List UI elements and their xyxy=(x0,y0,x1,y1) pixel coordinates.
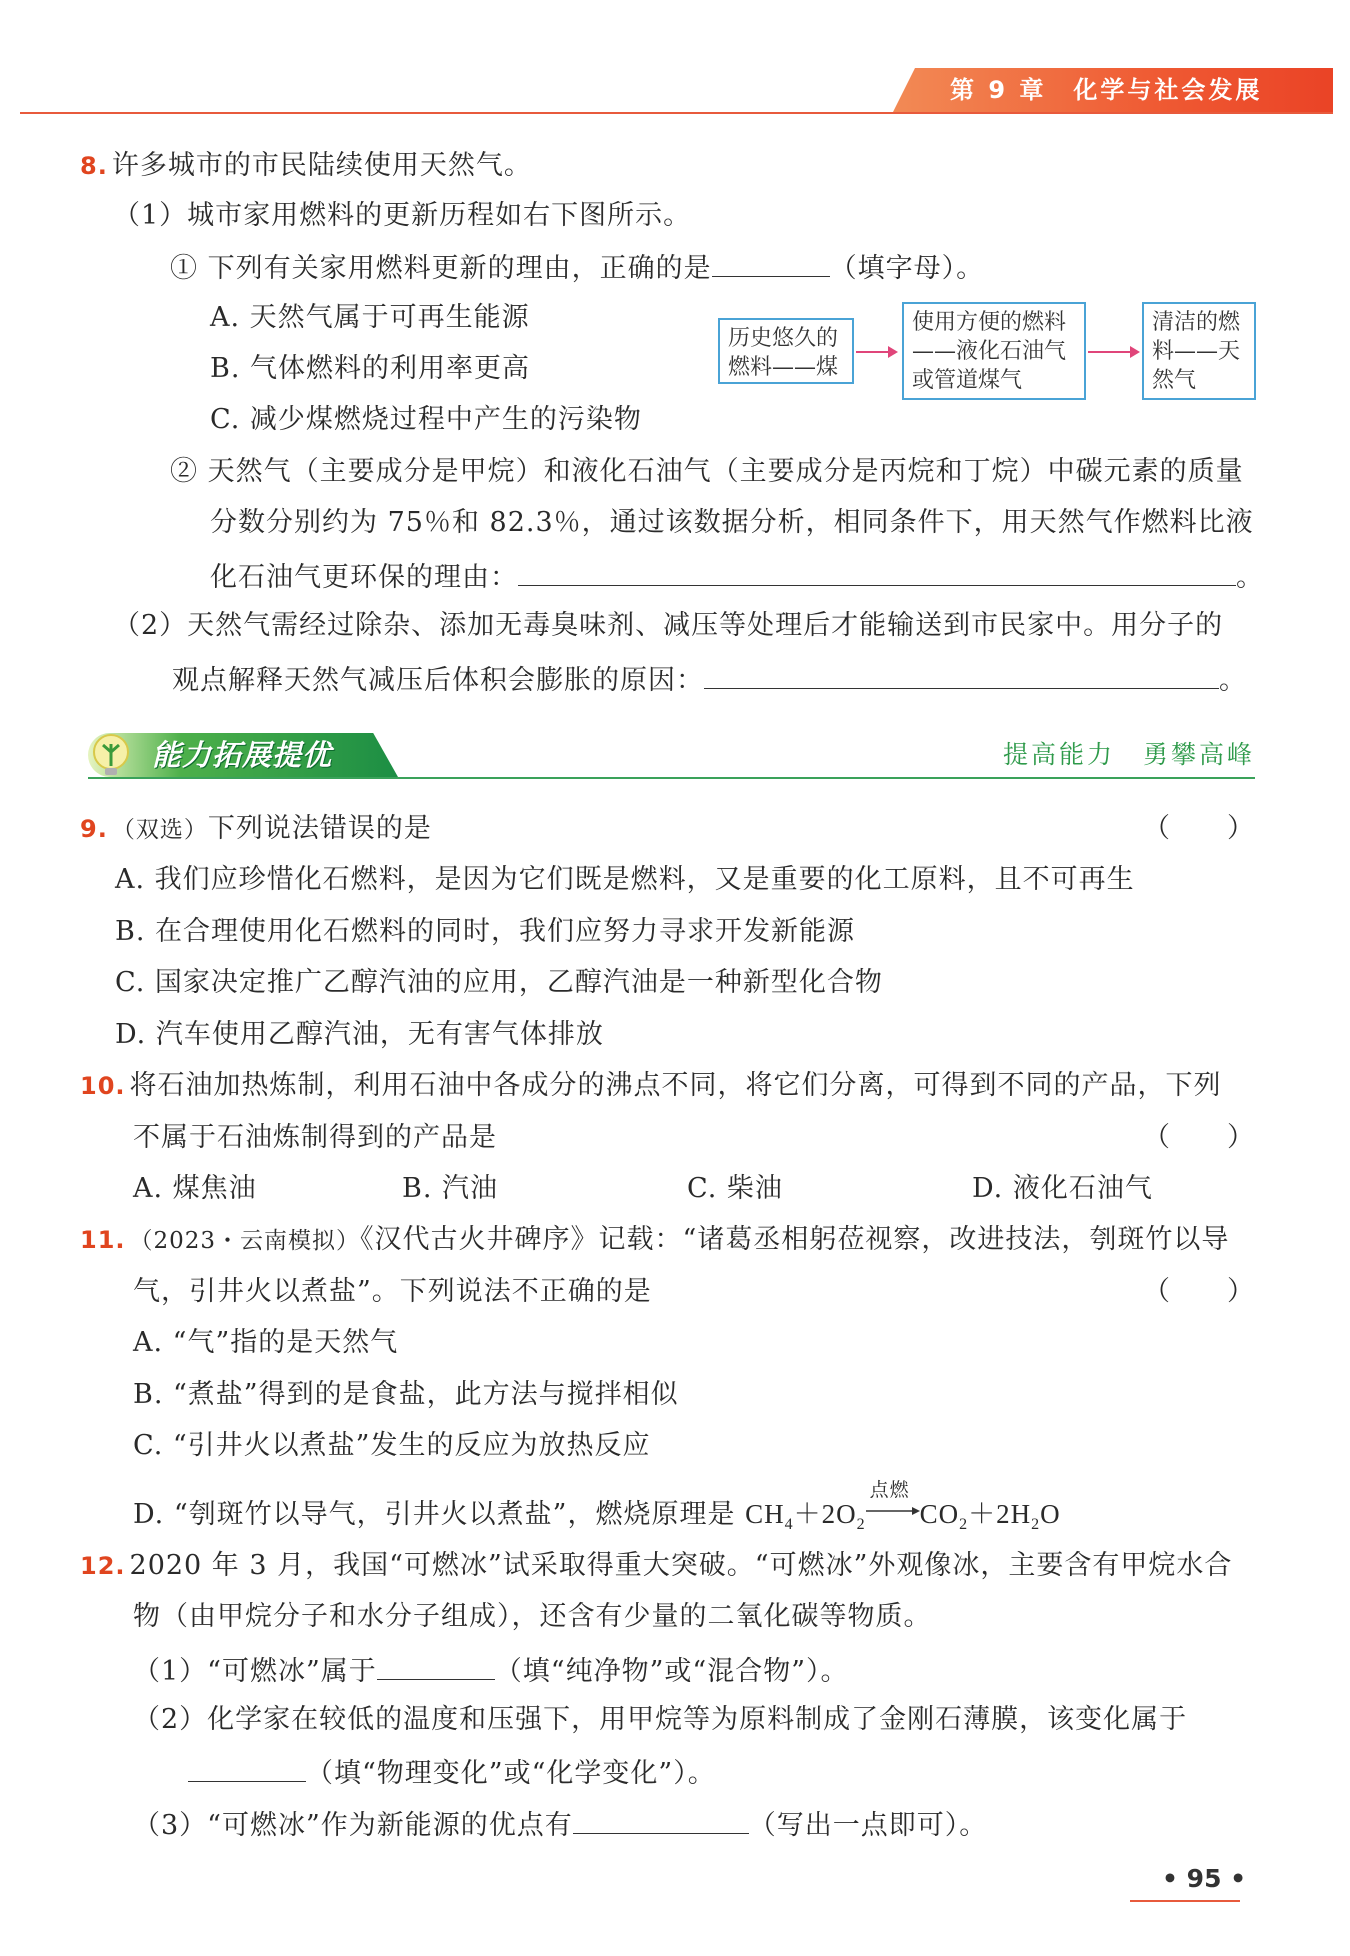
flow-arrow xyxy=(856,351,896,353)
q9-option-d: D. 汽车使用乙醇汽油，无有害气体排放 xyxy=(115,1019,604,1050)
q9-option-c: C. 国家决定推广乙醇汽油的应用，乙醇汽油是一种新型化合物 xyxy=(115,967,883,998)
reaction-arrow xyxy=(866,1480,920,1519)
lightbulb-icon xyxy=(86,730,136,780)
q12-part2-line2: （填“物理变化”或“化学变化”）。 xyxy=(188,1753,716,1792)
page-number: • 95 • xyxy=(1162,1864,1247,1893)
question-number: 11. xyxy=(80,1226,126,1254)
answer-blank[interactable] xyxy=(712,248,830,277)
answer-blank[interactable] xyxy=(518,557,1236,586)
q10-stem-line1: 10. 将石油加热炼制，利用石油中各成分的沸点不同，将它们分离，可得到不同的产品，下列 xyxy=(80,1070,1222,1101)
q12-stem-line1: 12. 2020 年 3 月，我国“可燃冰”试采取得重大突破。“可燃冰”外观像冰，主要含有甲烷水合 xyxy=(80,1550,1233,1581)
section-rule xyxy=(88,777,1255,779)
q8-option-c: C. 减少煤燃烧过程中产生的污染物 xyxy=(210,404,642,435)
q8-part1-q2-line2: 分数分别约为 75％和 82.3％，通过该数据分析，相同条件下，用天然气作燃料比液 xyxy=(210,507,1254,538)
question-number: 10. xyxy=(80,1072,126,1100)
q8-part1-q1: ① 下列有关家用燃料更新的理由，正确的是 （填字母）。 xyxy=(170,248,984,287)
answer-blank[interactable] xyxy=(704,660,1219,689)
q11-option-a: A. “气”指的是天然气 xyxy=(133,1327,399,1358)
q11-stem-line1: 11. （2023・云南模拟）《汉代古火井碑序》记载：“诸葛丞相躬莅视察，改进技法，刳斑竹以导 xyxy=(80,1224,1230,1255)
q11-stem-line2: 气，引井火以煮盐”。下列说法不正确的是 （ ） xyxy=(133,1274,1255,1310)
q8-part1-q2-line3: 化石油气更环保的理由： 。 xyxy=(210,557,1264,596)
q8-part1: （1）城市家用燃料的更新历程如右下图所示。 xyxy=(113,200,692,231)
q8-option-a: A. 天然气属于可再生能源 xyxy=(210,302,530,333)
answer-blank[interactable] xyxy=(573,1805,749,1834)
flow-arrow xyxy=(1088,351,1138,353)
question-number: 8. xyxy=(80,152,108,180)
q12-part3: （3）“可燃冰”作为新能源的优点有 （写出一点即可）。 xyxy=(133,1805,987,1844)
q10-option-d: D. 液化石油气 xyxy=(972,1173,1153,1204)
q11-source: （2023・云南模拟） xyxy=(129,1228,361,1254)
q8-part2-line2: 观点解释天然气减压后体积会膨胀的原因： 。 xyxy=(172,660,1247,699)
flow-box-lpg: 使用方便的燃料——液化石油气或管道煤气 xyxy=(902,302,1086,400)
q9-option-a: A. 我们应珍惜化石燃料，是因为它们既是燃料，又是重要的化工原料，且不可再生 xyxy=(115,864,1135,895)
chapter-title: 第 9 章 化学与社会发展 xyxy=(950,76,1263,104)
q8-part1-q2-line1: ② 天然气（主要成分是甲烷）和液化石油气（主要成分是丙烷和丁烷）中碳元素的质量 xyxy=(170,456,1244,487)
q10-stem-line2: 不属于石油炼制得到的产品是 （ ） xyxy=(133,1120,1255,1156)
q8-stem: 8. 许多城市的市民陆续使用天然气。 xyxy=(80,150,532,181)
section-title: 能力拓展提优 xyxy=(152,738,333,772)
reaction-condition: 点燃 xyxy=(869,1480,910,1501)
q10-option-b: B. 汽油 xyxy=(402,1173,499,1204)
q10-option-c: C. 柴油 xyxy=(687,1173,783,1204)
q11-option-d: D. “刳斑竹以导气，引井火以煮盐”，燃烧原理是 $CH_4+2O_2$ 点燃 $CO_2+2H_2O$ xyxy=(133,1496,1061,1543)
q8-option-b: B. 气体燃料的利用率更高 xyxy=(210,353,531,384)
q11-option-b: B. “煮盐”得到的是食盐，此方法与搅拌相似 xyxy=(133,1379,679,1410)
question-number: 9. xyxy=(80,815,108,843)
arrow-icon xyxy=(866,1505,920,1517)
combustion-equation: $CH_4+2O_2$ 点燃 $CO_2+2H_2O$ xyxy=(745,1499,1061,1529)
flow-box-coal: 历史悠久的燃料——煤 xyxy=(718,318,854,384)
q8-part2-line1: （2）天然气需经过除杂、添加无毒臭味剂、减压等处理后才能输送到市民家中。用分子的 xyxy=(113,610,1224,641)
q12-part1: （1）“可燃冰”属于 （填“纯净物”或“混合物”）。 xyxy=(133,1651,849,1690)
answer-blank[interactable] xyxy=(377,1651,495,1680)
answer-paren[interactable]: （ ） xyxy=(1143,1276,1255,1307)
q9-option-b: B. 在合理使用化石燃料的同时，我们应努力寻求开发新能源 xyxy=(115,916,856,947)
question-number: 12. xyxy=(80,1552,126,1580)
page-rule xyxy=(1130,1900,1240,1902)
q9-stem: 9. （双选）下列说法错误的是 （ ） xyxy=(80,811,1255,848)
answer-paren[interactable]: （ ） xyxy=(1143,1122,1255,1153)
section-slogan: 提高能力 勇攀高峰 xyxy=(1002,740,1255,769)
q11-option-c: C. “引井火以煮盐”发生的反应为放热反应 xyxy=(133,1430,651,1461)
q10-option-a: A. 煤焦油 xyxy=(133,1173,257,1204)
answer-blank[interactable] xyxy=(188,1753,306,1782)
header-rule xyxy=(20,112,1333,114)
q12-stem-line2: 物（由甲烷分子和水分子组成），还含有少量的二氧化碳等物质。 xyxy=(133,1601,932,1632)
flow-box-natural-gas: 清洁的燃料——天然气 xyxy=(1142,302,1256,400)
q12-part2-line1: （2）化学家在较低的温度和压强下，用甲烷等为原料制成了金刚石薄膜，该变化属于 xyxy=(133,1704,1188,1735)
answer-paren[interactable]: （ ） xyxy=(1143,813,1255,844)
